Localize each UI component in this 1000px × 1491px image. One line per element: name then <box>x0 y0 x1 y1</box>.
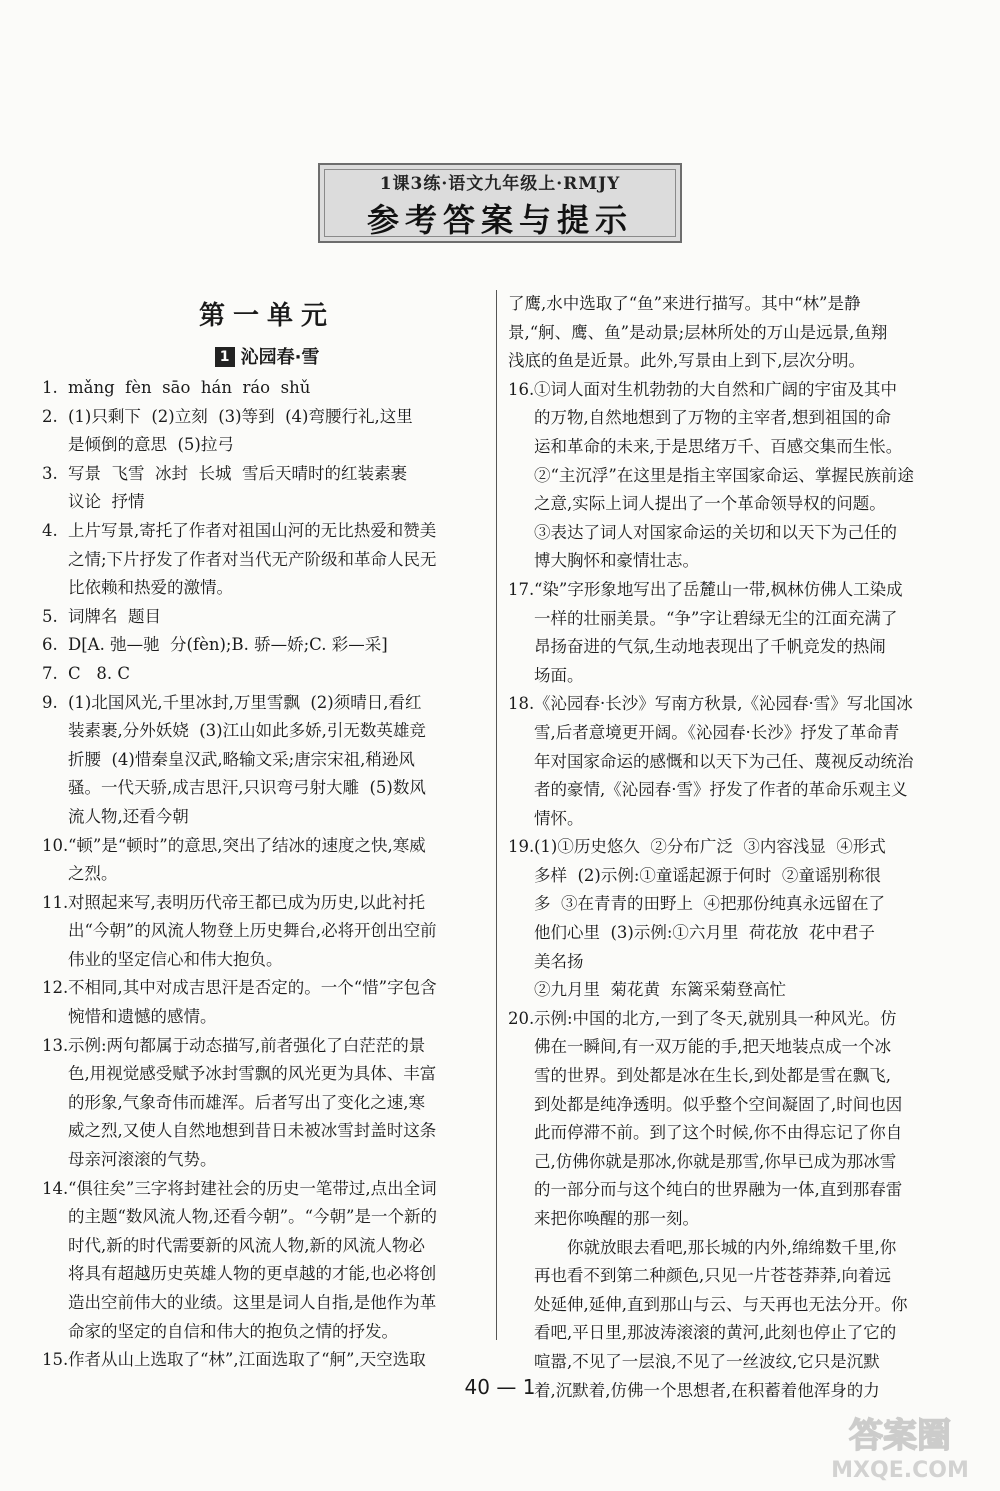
answer-line: “染”字形象地写出了岳麓山一带,枫林仿佛人工染成 <box>534 579 903 599</box>
answer-item <box>508 690 950 833</box>
answer-line: (1)北国风光,千里冰封,万里雪飘 (2)须晴日,看红 <box>68 692 422 712</box>
answer-number: 17. <box>508 579 535 599</box>
answer-item <box>42 889 492 975</box>
answer-text <box>68 1032 492 1175</box>
answer-item <box>42 631 492 660</box>
answer-line: 造出空前伟大的业绩。这里是词人自指,是他作为革 <box>68 1293 437 1312</box>
answer-number: 6. <box>42 635 58 655</box>
answer-line: 不相同,其中对成吉思汗是否定的。一个“惜”字包含 <box>68 978 437 998</box>
answer-item <box>508 576 950 690</box>
answer-number: 9. <box>42 692 58 712</box>
answer-line: 的形象,气象奇伟而雄浑。后者写出了变化之速,寒 <box>68 1092 425 1112</box>
answer-item <box>42 517 492 603</box>
answer-line: 此而停滞不前。到了这个时候,你不由得忘记了你自 <box>534 1123 903 1143</box>
answer-line: 运和革命的未来,于是思绪万千、百感交集而生怅。 <box>534 436 903 456</box>
answer-line: 色,用视觉感受赋予冰封雪飘的风光更为具体、丰富 <box>68 1064 437 1084</box>
lesson-title: 沁园春·雪 <box>240 347 320 368</box>
text-line: 着,沉默着,仿佛一个思想者,在积蓄着他浑身的力 <box>534 1380 880 1400</box>
answer-line: 的万物,自然地想到了万物的主宰者,想到祖国的命 <box>534 408 891 428</box>
answer-line: 装素裹,分外妖娆 (3)江山如此多娇,引无数英雄竞 <box>68 721 426 741</box>
answer-text <box>534 690 950 833</box>
answer-item <box>508 1005 950 1234</box>
answer-text <box>68 631 492 660</box>
answer-text <box>68 660 492 689</box>
answer-item <box>42 1175 492 1347</box>
column-divider <box>496 290 497 1340</box>
answer-item <box>42 374 492 403</box>
answer-line: 词牌名 题目 <box>68 606 161 626</box>
answer-line: 示例:两句都属于动态描写,前者强化了白茫茫的景 <box>68 1035 426 1055</box>
answer-line: 写景 飞雪 冰封 长城 雪后天晴时的红装素裹 <box>68 463 407 483</box>
answer-line: 是倾倒的意思 (5)拉弓 <box>68 435 234 455</box>
answer-item <box>42 974 492 1031</box>
watermark-sub: MXQE.COM <box>831 1458 969 1483</box>
answer-line: 多样 (2)示例:①童谣起源于何时 ②童谣别称很 <box>534 865 881 885</box>
answer-number: 2. <box>42 406 58 426</box>
answer-line: 昂扬奋进的气氛,生动地表现出了千帆竞发的热闹 <box>534 637 886 657</box>
header-banner <box>318 163 682 243</box>
answer-line: 多 ③在青青的田野上 ④把那份纯真永远留在了 <box>534 894 885 914</box>
answer-line: 上片写景,寄托了作者对祖国山河的无比热爱和赞美 <box>68 520 437 540</box>
answer-line: 威之烈,又使人自然地想到昔日未被冰雪封盖时这条 <box>68 1121 437 1141</box>
answer-line: C 8. C <box>68 663 130 683</box>
answer-line: 美名扬 <box>534 951 584 971</box>
left-answer-list <box>42 374 492 1375</box>
answer-line: 之烈。 <box>68 864 118 884</box>
answer-item <box>42 603 492 632</box>
answer-number: 1. <box>42 378 58 397</box>
header-subtitle: 1课3练·语文九年级上·RMJY <box>379 174 621 194</box>
answer-text <box>68 460 492 517</box>
answer-line: 比依赖和热爱的激情。 <box>68 578 233 598</box>
answer-text <box>68 832 492 889</box>
answer-line: 之意,实际上词人提出了一个革命领导权的问题。 <box>534 494 886 514</box>
answer-line: ②“主沉浮”在这里是指主宰国家命运、掌握民族前途 <box>534 465 914 485</box>
answer-item <box>42 1032 492 1175</box>
left-column <box>42 290 492 1375</box>
answer-number: 20. <box>508 1008 535 1028</box>
answer-line: 折腰 (4)惜秦皇汉武,略输文采;唐宗宋祖,稍逊风 <box>68 749 415 769</box>
answer-number: 15. <box>42 1350 69 1370</box>
text-line: 你就放眼去看吧,那长城的内外,绵绵数千里,你 <box>567 1237 897 1257</box>
answer-line: (1)只剩下 (2)立刻 (3)等到 (4)弯腰行礼,这里 <box>68 406 413 426</box>
answer-item <box>42 460 492 517</box>
continued-answer-15 <box>508 290 950 376</box>
answer-text <box>68 374 492 403</box>
answer-text <box>68 1346 492 1375</box>
answer-line: 将具有超越历史英雄人物的更卓越的才能,也必将创 <box>68 1264 437 1284</box>
answer-number: 19. <box>508 837 535 857</box>
answer-item <box>42 689 492 832</box>
answer-line: ③表达了词人对国家命运的关切和以天下为己任的 <box>534 522 897 542</box>
lesson-number-badge: 1 <box>215 347 235 367</box>
answer-line: ②九月里 菊花黄 东篱采菊登高忙 <box>534 980 786 1000</box>
right-answer-list <box>508 376 950 1234</box>
answer-line: 时代,新的时代需要新的风流人物,新的风流人物必 <box>68 1235 425 1255</box>
answer-number: 5. <box>42 606 58 626</box>
answer-number: 14. <box>42 1178 69 1198</box>
answer-line: 对照起来写,表明历代帝王都已成为历史,以此衬托 <box>68 892 425 912</box>
watermark-main: 答案圈 <box>849 1416 951 1456</box>
text-line: 了鹰,水中选取了“鱼”来进行描写。其中“林”是静 <box>508 294 861 313</box>
answer-number: 3. <box>42 463 58 483</box>
answer-text <box>68 889 492 975</box>
answer-item <box>508 833 950 1005</box>
answer-line: 来把你唤醒的那一刻。 <box>534 1209 699 1228</box>
answer-number: 4. <box>42 520 58 540</box>
answer-item <box>508 376 950 576</box>
answer-line: 年对国家命运的感慨和以天下为己任、蔑视反动统治 <box>534 751 914 771</box>
answer-number: 13. <box>42 1035 69 1055</box>
text-line: 喧嚣,不见了一层浪,不见了一丝波纹,它只是沉默 <box>534 1351 880 1371</box>
answer-line: 《沁园春·长沙》写南方秋景,《沁园春·雪》写北国冰 <box>534 694 913 714</box>
answer-text <box>68 603 492 632</box>
answer-number: 10. <box>42 835 69 855</box>
answer-number: 12. <box>42 978 69 998</box>
unit-title: 第一单元 <box>198 301 335 331</box>
answer-line: 者的豪情,《沁园春·雪》抒发了作者的革命乐观主义 <box>534 780 908 800</box>
answer-line: 一样的壮丽美景。“争”字让碧绿无尘的江面充满了 <box>534 608 898 628</box>
answer-text <box>534 1005 950 1234</box>
answer-line: 己,仿佛你就是那冰,你就是那雪,你早已成为那冰雪 <box>534 1151 897 1171</box>
answer-text <box>534 833 950 1005</box>
answer-line: D[A. 弛—驰 分(fèn);B. 骄—娇;C. 彩—采] <box>68 635 388 655</box>
answer-item <box>42 1346 492 1375</box>
text-line: 景,“舸、鹰、鱼”是动景;层林所处的万山是远景,鱼翔 <box>508 322 888 342</box>
answer-item <box>42 403 492 460</box>
answer-text <box>68 517 492 603</box>
text-line: 再也看不到第二种颜色,只见一片苍苍莽莽,向着远 <box>534 1266 891 1286</box>
answer-line: 之情;下片抒发了作者对当代无产阶级和革命人民无 <box>68 549 437 569</box>
answer-text <box>534 576 950 690</box>
answer-line: 骚。一代天骄,成吉思汗,只识弯弓射大雕 (5)数风 <box>68 778 426 798</box>
page-number: 40 — 1 <box>464 1375 536 1399</box>
answer-number: 7. <box>42 663 58 683</box>
answer-line: 雪,后者意境更开阔。《沁园春·长沙》抒发了革命青 <box>534 722 900 742</box>
answer-number: 16. <box>508 379 535 399</box>
answer-line: 的主题“数风流人物,还看今朝”。“今朝”是一个新的 <box>68 1207 437 1227</box>
lesson-heading <box>42 342 492 374</box>
answer-line: 到处都是纯净透明。似乎整个空间凝固了,时间也因 <box>534 1094 903 1114</box>
answer-text <box>68 1175 492 1347</box>
answer-line: 流人物,还看今朝 <box>68 806 189 826</box>
answer-line: 情怀。 <box>534 808 584 828</box>
answer-text <box>68 403 492 460</box>
answer-line: mǎng fèn sāo hán ráo shǔ <box>68 378 311 397</box>
answer-item <box>42 832 492 889</box>
answer-number: 18. <box>508 694 535 714</box>
answer-text <box>68 974 492 1031</box>
watermark-logo <box>820 1405 980 1485</box>
answer-line: 博大胸怀和豪情壮志。 <box>534 551 699 571</box>
answer-text <box>68 689 492 832</box>
answer-line: 命家的坚定的自信和伟大的抱负之情的抒发。 <box>68 1321 398 1341</box>
answer-number: 11. <box>42 892 69 912</box>
answer-line: 佛在一瞬间,有一双万能的手,把天地装点成一个冰 <box>534 1037 891 1057</box>
answer-line: 他们心里 (3)示例:①六月里 荷花放 花中君子 <box>534 923 875 943</box>
answer-line: 惋惜和遗憾的感情。 <box>68 1007 217 1027</box>
answer-item <box>42 660 492 689</box>
text-line: 浅底的鱼是近景。此外,写景由上到下,层次分明。 <box>508 351 865 371</box>
answer-line: “俱往矣”三字将封建社会的历史一笔带过,点出全词 <box>68 1178 437 1198</box>
right-column <box>508 290 950 1405</box>
text-line: 处延伸,延伸,直到那山与云、与天再也无法分开。你 <box>534 1294 908 1314</box>
answer-line: 雪的世界。到处都是冰在生长,到处都是雪在飘飞, <box>534 1066 891 1086</box>
answer-line: 示例:中国的北方,一到了冬天,就别具一种风光。仿 <box>534 1008 897 1028</box>
answer-line: 作者从山上选取了“林”,江面选取了“舸”,天空选取 <box>68 1350 426 1370</box>
header-title: 参考答案与提示 <box>366 201 633 239</box>
answer-line: 伟业的坚定信心和伟大抱负。 <box>68 949 283 969</box>
answer-line: 母亲河滚滚的气势。 <box>68 1150 217 1170</box>
text-line: 看吧,平日里,那波涛滚滚的黄河,此刻也停止了它的 <box>534 1323 897 1343</box>
answer-line: “顿”是“顿时”的意思,突出了结冰的速度之快,寒威 <box>68 835 426 855</box>
answer-line: 场面。 <box>534 665 584 685</box>
answer-line: 出“今朝”的风流人物登上历史舞台,必将开创出空前 <box>68 921 437 941</box>
answer-line: 的一部分而与这个纯白的世界融为一体,直到那春雷 <box>534 1180 903 1200</box>
answer-line: ①词人面对生机勃勃的大自然和广阔的宇宙及其中 <box>534 379 897 399</box>
answer-text <box>534 376 950 576</box>
answer-line: (1)①历史悠久 ②分布广泛 ③内容浅显 ④形式 <box>534 837 886 857</box>
answer-line: 议论 抒情 <box>68 492 145 512</box>
